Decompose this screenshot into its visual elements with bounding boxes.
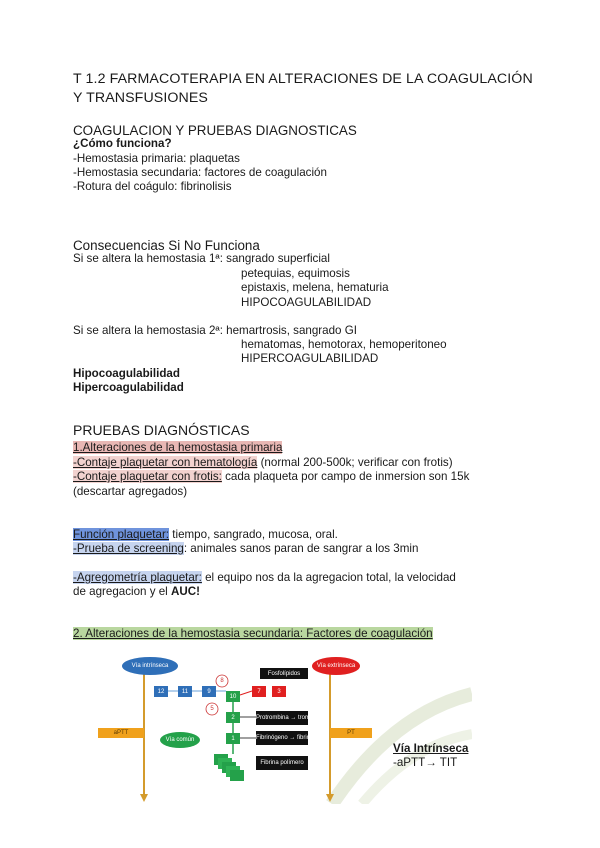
- body-text: cada plaqueta por campo de inmersion son 15k: [221, 470, 470, 483]
- fibrin-box: [230, 770, 244, 781]
- factor-label: 1: [231, 736, 235, 742]
- factor-label: 2: [231, 715, 235, 721]
- contaje-hematologia-line: [73, 455, 453, 470]
- hemostasia1-line: epistaxis, melena, hematuria: [241, 281, 389, 294]
- cofactor-label: 8: [220, 678, 224, 684]
- highlight-text: -Contaje plaquetar con hematología: [73, 456, 258, 469]
- body-text: el equipo nos da la agregacion total, la velocidad: [201, 571, 456, 584]
- prueba-screening-line: [73, 541, 418, 556]
- arrow-line: [240, 691, 252, 695]
- common-pathway-label: Vía común: [165, 737, 195, 743]
- list-item: -Rotura del coágulo: fibrinolisis: [73, 180, 232, 193]
- page-title-line2: Y TRANSFUSIONES: [73, 90, 208, 106]
- body-text: : animales sanos paran de sangrar a los 3min: [183, 542, 419, 555]
- bold-text: AUC!: [170, 585, 200, 598]
- via-intrinseca-line: -aPTT→ TIT: [393, 756, 458, 769]
- page-title-line1: T 1.2 FARMACOTERAPIA EN ALTERACIONES DE LA COAGULACIÓN: [73, 71, 533, 87]
- agregometria-cont: [73, 584, 200, 599]
- factor-label: 11: [181, 689, 189, 695]
- factor-label: 10: [229, 694, 237, 700]
- contaje-frotis-line: [73, 469, 469, 484]
- highlight-text: -Contaje plaquetar con frotis:: [73, 470, 222, 483]
- question-como-funciona: ¿Cómo funciona?: [73, 137, 172, 150]
- hemostasia1-line: petequias, equimosis: [241, 267, 350, 280]
- bold-hipocoagulabilidad: Hipocoagulabilidad: [73, 367, 180, 380]
- hipercoagulabilidad-label: HIPERCOAGULABILIDAD: [241, 352, 379, 365]
- coagulation-cascade-diagram: [92, 654, 472, 804]
- hemostasia2-line: hematomas, hemotorax, hemoperitoneo: [241, 338, 447, 351]
- cofactor-label: 5: [210, 706, 214, 712]
- hemostasia1-lead: Si se altera la hemostasia 1ª: sangrado superficial: [73, 252, 330, 265]
- prothrombin-label: Protrombina → trombina: [256, 715, 322, 721]
- body-text: (normal 200-500k; verificar con frotis): [257, 456, 453, 469]
- factor-label: 3: [277, 689, 281, 695]
- hipocoagulabilidad-label: HIPOCOAGULABILIDAD: [241, 296, 372, 309]
- fibrin-polymer-label: Fibrina polímero: [260, 760, 304, 766]
- agregometria-line: [73, 570, 456, 585]
- via-intrinseca-title: Vía Intrínseca: [393, 742, 469, 755]
- arrow-head: [140, 794, 148, 802]
- factor-label: 7: [257, 689, 261, 695]
- contaje-frotis-cont: (descartar agregados): [73, 485, 188, 498]
- extrinsic-label: Vía extrínseca: [316, 663, 356, 669]
- section-heading-consecuencias: Consecuencias Si No Funciona: [73, 238, 260, 253]
- highlight-text: -Agregometría plaquetar:: [73, 571, 202, 584]
- body-text: tiempo, sangrado, mucosa, oral.: [169, 528, 338, 541]
- section-heading-pruebas: PRUEBAS DIAGNÓSTICAS: [73, 422, 250, 438]
- list-item: -Hemostasia primaria: plaquetas: [73, 152, 240, 165]
- subheading-text: 1.Alteraciones de la hemostasia primaria: [73, 441, 283, 454]
- highlight-text: -Prueba de screening: [73, 542, 184, 555]
- hemostasia2-lead: Si se altera la hemostasia 2ª: hemartrosis, sangrado GI: [73, 324, 357, 337]
- bold-hipercoagulabilidad: Hipercoagulabilidad: [73, 381, 184, 394]
- subheading-hemostasia-primaria: [73, 440, 282, 455]
- subheading-text: 2. Alteraciones de la hemostasia secundaria: Factores de coagulación: [73, 627, 433, 640]
- fibrinogen-label: Fibrinógeno → fibrina: [256, 735, 314, 741]
- factor-label: 12: [157, 689, 165, 695]
- subheading-hemostasia-secundaria: [73, 626, 433, 641]
- funcion-plaquetar-line: [73, 527, 338, 542]
- body-text: de agregacion y el: [73, 585, 171, 598]
- factor-label: 9: [207, 689, 211, 695]
- list-item: -Hemostasia secundaria: factores de coagulación: [73, 166, 327, 179]
- highlight-text: Función plaquetar:: [73, 528, 170, 541]
- aptt-label: aPTT: [113, 730, 129, 736]
- pt-label: PT: [347, 730, 355, 736]
- section-heading-coagulacion: COAGULACION Y PRUEBAS DIAGNOSTICAS: [73, 123, 357, 138]
- intrinsic-label: Vía intrínseca: [131, 663, 169, 669]
- phospholipid-label: Fosfolípidos: [267, 671, 301, 677]
